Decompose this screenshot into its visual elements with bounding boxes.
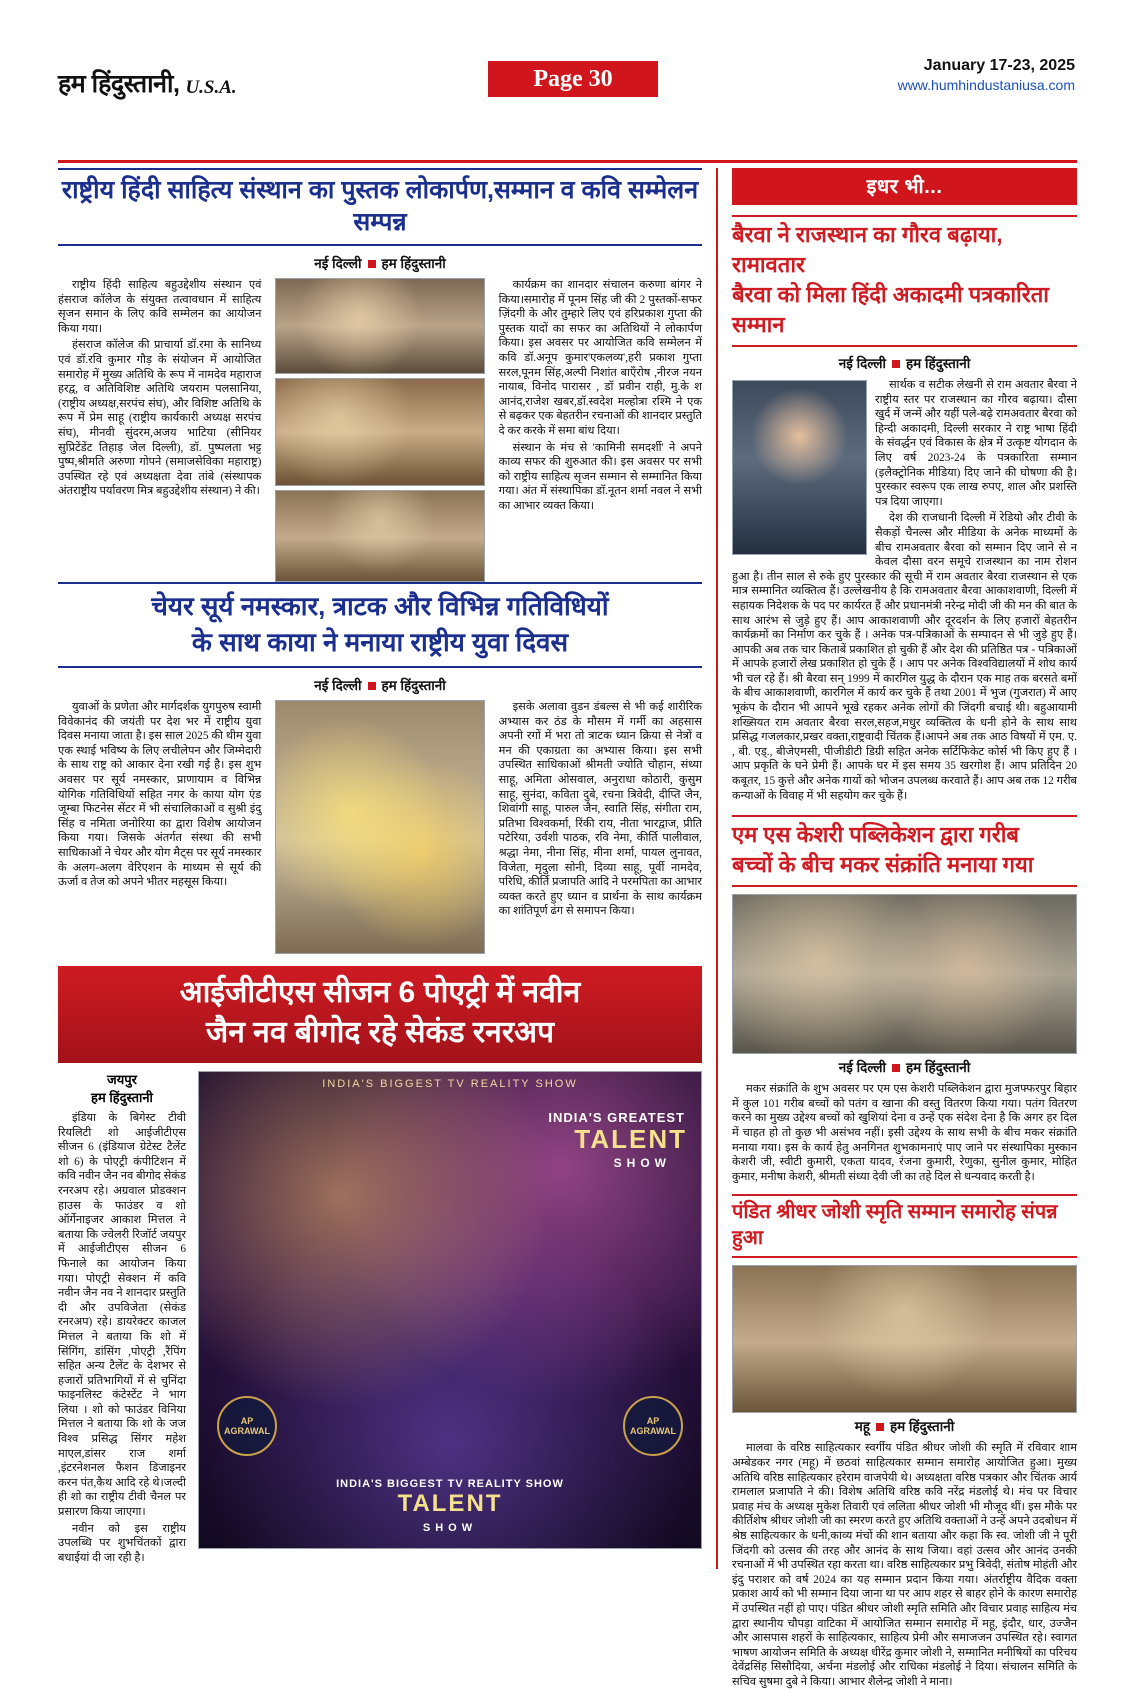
right-article1-p1: सार्थक व सटीक लेखनी से राम अवतार बैरवा ने राष्ट्रीय स्तर पर राजस्थान का गौरव बढ़ाया। दौसा खुर्द में जन्में और यहीं पले-बढ़े रामअवतार बैरवा को हिन्दी अकादमी, दिल्ली सरकार ने राष्ट्र भाषा हिंदी के संवर्द्धन एवं विकास के क्षेत्र में उत्कृष्ट योगदान के लिए वर्ष 2023-24 के पत्रकारिता सम्मान (इलैक्ट्रोनिक मीडिया) दिए जाने की घोषणा की है। पुरस्कार स्वरूप एक लाख रुपए, शाल और प्रशस्ति पत्र दिया जाएगा। <box>875 379 1077 508</box>
right-article1-p2: देश की राजधानी दिल्ली में रेडियो और टीवी के सैकड़ों चैनल्स और मीडिया के अनेक माध्यमों के बीच रामअवतार बैरवा को सम्मान दिए जाने से न केवल दौसा वरन समूचे राजस्थान का नाम रोशन हुआ है। तीन साल से रुके हुए पुरस्कार की सूची में राम अवतार बैरवा राजस्थान से एक मात्र सम्मानित व्यक्तित्व हैं। उल्लेखनीय है कि रामअवतार बैरवा आकाशवाणी, दिल्ली में सहायक निदेशक के पद पर कार्यरत हैं और प्रधानमंत्री नरेन्द्र मोदी जी की मन की बात के साथ आरंभ से जुड़े हुए हैं। आप आकाशवाणी और दूरदर्शन के लिए हजारों बेहतरीन कार्यक्रमों का निर्माण कर चुके हैं । अनेक पत्र-पत्रिकाओं के सम्पादन से भी जुड़े हुए हैं। आपकी अब तक चार किताबें प्रकाशित हो चुकी हैं और देश की प्रतिष्ठित पत्र - पत्रिकाओं में आपके हजारों लेख प्रकाशित हो चुके हैं । आप पर अनेक विश्वविद्यालयों में शोध कार्य भी चल रहे हैं। श्री बैरवा सन् 1999 में कारगिल युद्ध के दौरान एक माह तक बरसते बमों के बीच आकाशवाणी, कारगिल में कार्य कर चुके हैं तथा 2001 में भुज (गुजरात) में आए भूकंप के दौरान भी आपने भूखे रहकर अनेक लोगों की जिंदगी बचाई थी। बहुआयामी शख्सियत राम अवतार बैरवा सरल,सहज,मधुर व्यक्तित्व के धनी होने के साथ साथ प्रसिद्ध गजलकार,प्रखर वक्ता,राष्ट्रवादी चिंतक हैं।आपने अब तक आठ विषयों में एम. ए. , बी. एड्., बीजेएमसी, पीजीडीटी डिग्री सहित अनेक सर्टिफिकेट कोर्स भी किए हुए हैं । आप प्रकृति के घने प्रेमी हैं। आपके घर में इस समय 35 खरगोश हैं। आप प्रतिदिन 20 कबूतर, 15 कुत्ते और अनेक गायों को भोजन उपलब्ध करवाते हैं। आप अब तक 12 गरीब कन्याओं के विवाह में भी सहयोग कर चुके हैं। <box>732 512 1077 802</box>
article3-col1-p1: इंडिया के बिगेस्ट टीवी रियलिटी शो आईजीटीएस सीजन 6 (इंडियाज ग्रेटेस्ट टैलेंट शो 6) के पोएट्री कंपीटिशन में कवि नवीन जैन नव बीगोद सेकंड रनरअप रहे। अग्रवाल प्रोडक्शन हाउस के फाउंडर व शो ऑर्गेनाइजर आकाश मित्तल ने बताया कि ज्वेलरी रिजॉर्ट जयपुर में आईजीटीएस सीजन 6 फिनाले का आयोजन किया गया। पोएट्री सेक्शन में कवि नवीन जैन नव ने शानदार प्रस्तुति दी और उपविजेता (सेकंड रनरअप) रहे। डायरेक्टर काजल मित्तल ने बताया कि शो में सिंगिंग, डांसिंग ,पोएट्री ,रैंपिंग सहित अन्य टैलेंट के देशभर से हजारों प्रतिभागियों में से चुनिंदा फाइनलिस्ट कंटेस्टेंट ने भाग लिया । शो को फाउंडर विनिया मित्तल ने बताया कि शो के जज विश्व प्रसिद्ध सिंगर महेश माएल,डांसर राज शर्मा ,इंटरनेशनल फैशन डिजाइनर करन पंत,कैथ आदि रहे थे।जल्दी ही शो का राष्ट्रीय टीवी चैनल पर प्रसारण किया जाएगा। <box>58 1112 186 1519</box>
article3-headline-line2: जैन नव बीगोद रहे सेकंड रनरअप <box>205 1016 555 1049</box>
byline-city: नई दिल्ली <box>314 678 362 693</box>
article1-headline: राष्ट्रीय हिंदी साहित्य संस्थान का पुस्तक लोकार्पण,सम्मान व कवि सम्मेलन सम्पन्न <box>58 168 702 246</box>
article1-photo-middle <box>275 378 484 486</box>
article2-col1-p1: युवाओं के प्रणेता और मार्गदर्शक युगपुरुष स्वामी विवेकानंद की जयंती पर देश भर में राष्ट्रीय युवा दिवस मनाया जाता है। इस साल 2025 की थीम युवा एक स्थाई भविष्य के लिए लचीलेपन और जिम्मेदारी के साथ राष्ट्र को आकार देना रखी गई है। इस शुभ अवसर पर सूर्य नमस्कार, प्राणायाम व विभिन्न योगिक गतिविधियों सहित नगर के काया योग एंड जूम्बा फिटनेस सेंटर में भी संचालिकाओं व सुश्री इंदु सिंह व नमिता जनोरिया का द्वारा विशेष आयोजन किया गया। जिसके अंतर्गत संस्था की सभी साधिकाओं ने चेयर और योग मैट्स पर सूर्य नमस्कार के अलग-अलग वेरिएशन के माध्यम से सूर्य की ऊर्जा व तेज को अपने भीतर महसूस किया। <box>58 701 262 889</box>
byline-square-icon <box>892 1064 900 1072</box>
right-article2-body <box>732 1082 1077 1184</box>
article3-col1 <box>58 1111 186 1565</box>
article2-headline-line1: चेयर सूर्य नमस्कार, त्राटक और विभिन्न गतिविधियों <box>151 591 609 621</box>
section-label-idhar-bhi: इधर भी... <box>732 168 1077 205</box>
article3-photo-tv-show-stage <box>198 1071 702 1549</box>
article1-byline <box>58 254 702 272</box>
page-content <box>58 168 1077 1688</box>
masthead-rule <box>58 160 1077 163</box>
byline-square-icon <box>876 1423 884 1431</box>
article1-col1 <box>58 278 261 582</box>
article1-photos <box>275 278 484 582</box>
right-article2-headline-line1: एम एस केशरी पब्लिकेशन द्वारा गरीब <box>732 822 1019 848</box>
article3-headline <box>58 966 702 1063</box>
left-column <box>58 168 718 1569</box>
article-bairwa-award <box>732 215 1077 805</box>
article1-col2 <box>499 278 702 582</box>
masthead-logo-hindi: हम हिंदुस्तानी, <box>58 70 180 98</box>
masthead-meta <box>658 56 1077 102</box>
article1-photo-top <box>275 278 484 374</box>
article-makar-sankranti <box>732 815 1077 1184</box>
article2-photo-wrap <box>275 700 484 954</box>
right-article1-headline-line2: बैरवा को मिला हिंदी अकादमी पत्रकारिता सम्मान <box>732 282 1049 337</box>
issue-date: January 17-23, 2025 <box>923 57 1075 74</box>
article3-headline-line1: आईजीटीएस सीजन 6 पोएट्री में नवीन <box>179 976 581 1009</box>
photo-banner-top: INDIA'S BIGGEST TV REALITY SHOW <box>322 1078 578 1090</box>
right-article3-body <box>732 1441 1077 1689</box>
article1-col2-p2: संस्थान के मंच से 'कामिनी समदर्शी' ने अपने काव्य सफर की शुरुआत की। इस अवसर पर सभी को राष्ट्रीय साहित्य सृजन सम्मान से सम्मानित किया गया। अंत में संस्थापिका डॉ.नूतन शर्मा नवल ने सभी का आभार व्यक्त किया। <box>498 441 702 512</box>
masthead-logo <box>58 56 488 102</box>
newspaper-page <box>0 56 1135 1688</box>
byline-square-icon <box>368 682 376 690</box>
right-article3-byline <box>732 1417 1077 1435</box>
right-article1-body <box>732 378 1077 805</box>
right-column <box>718 168 1077 1688</box>
article3-col1-p2: नवीन को इस राष्ट्रीय उपलब्धि पर शुभचिंतकों द्वारा बधाईयां दी जा रही है। <box>58 1522 186 1564</box>
article2-photo-yoga-session <box>275 700 484 954</box>
article1-col1-p2: हंसराज कॉलेज की प्राचार्या डॉ.रमा के सानिध्य एवं डॉ.रवि कुमार गौड़ के संयोजन में आयोजित समारोह में मुख्य अतिथि के रूप में नामदेव महाराज हरद्व, व अतिविशिष्ट अतिथि जयराम पलसानिया, (राष्ट्रीय अध्यक्ष,सरपंच संघ), और विशिष्ट अतिथि के रूप में प्रेम साहू (राष्ट्रीय कार्यकारी अध्यक्ष सरपंच संघ), मीनवी सुंदरम,अजय भाटिया (सीनियर सुप्रिटेंडेंट तिहाड़ जेल दिल्ली), डॉ. पुष्पलता भट्ट पुष्प,श्रीमति अरुणा गोपने (समाजसेविका महाराष्ट्र) उपस्थित रहे एवं अध्यक्षता देवा तांबे (संस्थापक अंतराष्ट्रीय पर्यावरण मित्र बहुउद्देशीय संस्थान) ने की। <box>58 339 262 498</box>
byline-paper: हम हिंदुस्तानी <box>91 1090 153 1105</box>
photo-text-talent: TALENT <box>574 1124 687 1154</box>
article2-headline <box>58 582 702 668</box>
page-number-badge: Page 30 <box>488 61 658 97</box>
right-article2-photo-group <box>732 894 1077 1054</box>
byline-city: जयपुर <box>107 1072 137 1087</box>
right-article1-photo-portrait <box>732 380 867 555</box>
byline-city: नई दिल्ली <box>314 256 362 271</box>
article2-byline <box>58 676 702 694</box>
byline-paper: हम हिंदुस्तानी <box>906 356 971 371</box>
byline-square-icon <box>368 260 376 268</box>
right-article1-headline-line1: बैरवा ने राजस्थान का गौरव बढ़ाया, रामावतार <box>732 222 1003 277</box>
article1-col1-p1: राष्ट्रीय हिंदी साहित्य बहुउद्देशीय संस्थान एवं हंसराज कॉलेज के संयुक्त तत्वावधान में साहित्य सृजन समान के लिए कवि सम्मेलन का आयोजन किया गया। <box>58 279 262 335</box>
article1-col2-p1: कार्यक्रम का शानदार संचालन करुणा बांगर ने किया।समारोह में पूनम सिंह जी की 2 पुस्तकों-सफर ज़िंदगी के और तुम्हारे लिए एवं हरिप्रकाश गुप्ता की पुस्तक यादों का सफर का अतिथियों ने लोकार्पण किया। इस अवसर पर आयोजित कवि सम्मेलन में कवि डॉ.अनूप कुमार'एकलव्य',हरी प्रकाश गुप्ता सरल,पूनम सिंह,अल्पी निशांत बाएँरोष ,नीरज नयन नायाब, विनोद पारासर , डॉ प्रवीन राही, मु.के श आनंद,राजेश खबर,डॉ.स्वदेश मल्होत्रा रश्मि ने एक से बढ़कर एक बेहतरीन रचनाओं की शानदार प्रस्तुति दे कर करके में समा बांध दिया। <box>498 279 702 437</box>
byline-city: नई दिल्ली <box>838 356 886 371</box>
photo-banner-bottom: INDIA'S BIGGEST TV REALITY SHOW <box>336 1478 564 1490</box>
photo-text-show: SHOW <box>613 1156 671 1170</box>
photo-text-talent-bottom: TALENT <box>397 1490 503 1517</box>
byline-paper: हम हिंदुस्तानी <box>889 1419 955 1435</box>
article3-byline <box>58 1071 186 1107</box>
article-hindi-sahitya-sansthan <box>58 168 702 582</box>
article3-text-col <box>58 1071 186 1567</box>
photo-text-greatest: INDIA'S GREATEST <box>548 1110 685 1125</box>
byline-square-icon <box>892 360 900 368</box>
byline-paper: हम हिंदुस्तानी <box>381 678 446 693</box>
photo-text-show-bottom: SHOW <box>422 1522 478 1534</box>
right-article1-headline <box>732 215 1077 347</box>
article2-col2-p1: इसके अलावा वुडन डंबल्स से भी कई शारीरिक अभ्यास कर ठंड के मौसम में गर्मी का अहसास अपनी रगों में भरा तो त्राटक ध्यान क्रिया से नेत्रों व मन की एकाग्रता का अभ्यास किया। इस सभी उपस्थित साधिकाओं श्रीमती ज्योति चौहान, संध्या साहू, अमिता ओसवाल, अनुराधा कोठारी, कुसुम साहू, सुनंदा, कविता दुबे, रचना त्रिवेदी, दीप्ति जैन, शिवांगी साहू, पारुल जैन, स्वाति सिंह, संगीता राम, प्रतिभा विश्वकर्मा, रिंकी राय, नीता भारद्वाज, प्रीति पटेरिया, उर्वशी पाठक, रवि नेमा, कीर्ति पालीवाल, श्रद्धा नेमा, नीना सिंह, मीना शर्मा, पायल लुनावत, विजेता, मृदुला सोनी, दिव्या साहू, पूर्वी नामदेव, परिधि, कीर्ति प्रजापति आदि ने परमपिता का आभार व्यक्त करते हुए ध्यान व प्रार्थना के साथ कार्यक्रम का शांतिपूर्ण ढंग से समापन किया। <box>498 701 702 918</box>
right-article3-headline: पंडित श्रीधर जोशी स्मृति सम्मान समारोह संपन्न हुआ <box>732 1194 1077 1258</box>
byline-paper: हम हिंदुस्तानी <box>906 1060 971 1076</box>
right-article2-headline-line2: बच्चों के बीच मकर संक्रांति मनाया गया <box>732 852 1034 878</box>
article-igts-poetry <box>58 966 702 1567</box>
masthead <box>58 56 1077 102</box>
right-article2-byline <box>732 1058 1077 1076</box>
article3-body <box>58 1071 702 1567</box>
article-chair-surya-namaskar <box>58 582 702 954</box>
photo-logo-agrawal-left: AP AGRAWAL <box>217 1396 277 1456</box>
right-article3-photo-ceremony <box>732 1265 1077 1413</box>
photo-logo-agrawal-right: AP AGRAWAL <box>623 1396 683 1456</box>
article2-headline-line2: के साथ काया ने मनाया राष्ट्रीय युवा दिवस <box>191 627 569 657</box>
byline-city: नई दिल्ली <box>838 1060 886 1076</box>
article1-photo-bottom <box>275 490 484 582</box>
article3-photo-wrap <box>198 1071 702 1567</box>
right-article3-p1: मालवा के वरिष्ठ साहित्यकार स्वर्गीय पंडित श्रीधर जोशी की स्मृति में रविवार शाम अम्बेडकर नगर (महू) में छठवां साहित्यकार सम्मान समारोह आयोजित हुआ। मुख्य अतिथि वरिष्ठ साहित्यकार हरेराम वाजपेयी थे। अध्यक्षता वरिष्ठ पत्रकार और चिंतक आर्य रामलाल प्रजापति ने की। विशेष अतिथि वरिष्ठ कवि नरेंद्र मंडलोई थे। मंच पर विचार प्रवाह मंच के अध्यक्ष मुकेश तिवारी एवं ललिता श्रीधर जोशी भी मौजूद थीं। इस मौके पर कीर्तिशेष श्रीधर जोशी जी का स्मरण करते हुए अतिथि वक्ताओं ने उन्हें अपने उदबोधन में श्रेष्ठ साहित्यकार के धनी,काव्य मंचों की शान बताया और कहा कि स्व. जोशी जी ने पूरी जिंदगी को उत्सव की तरह और आनंद के साथ जिया। वहां उत्सव और आनंद उनकी रचनाओं में भी उपस्थित रहा करता था। वरिष्ठ साहित्यकार प्रभु त्रिवेदी, संतोष मोहंती और इंदु पराशर को वर्ष 2024 का यह सम्मान प्रदान किया गया। अंतर्राष्ट्रीय वैदिक वक्ता प्रकाश आर्य को भी सम्मान दिया जाना था पर आप शहर से बाहर होने के कारण समारोह में उपस्थित नहीं हो पाए। पंडित श्रीधर जोशी स्मृति समिति और विचार प्रवाह साहित्य मंच द्वारा स्थानीय चौपड़ा वाटिका में आयोजित सम्मान समारोह में महू, इंदौर, धार, उज्जैन और आसपास शहरों के साहित्यकार, साहित्य प्रेमी और समाजजन उपस्थित रहे। स्वागत भाषण आयोजन समिति के अध्यक्ष धीरेंद्र कुमार जोशी ने, सम्मानित मनीषियों का परिचय देवेंद्रसिंह सिसौदिया, अर्चना मंडलोई और राधिका मंडलोई ने दिया। संचालन समिति के सचिव सुषमा दुबे ने किया। आभार शैलेन्द्र जोशी ने माना। <box>732 1442 1077 1688</box>
article2-col2 <box>499 700 702 954</box>
right-article1-byline <box>732 354 1077 372</box>
right-article2-headline <box>732 815 1077 887</box>
article2-col1 <box>58 700 261 954</box>
right-article2-p1: मकर संक्रांति के शुभ अवसर पर एम एस केशरी पब्लिकेशन द्वारा मुजफ्फरपुर बिहार में कुल 101 गरीब बच्चों को पतंग व खाना की वस्तु वितरण किया गया। पतंग वितरण करने का मुख्य उद्देश्य बच्चों को खुशियां देना व उन्हें एक संदेश देना है कि अगर हर दिल में चाहत हो तो कुछ भी असंभव नहीं। इसी उद्देश्य के साथ सभी के बीच मकर संक्रांति मनाया गया। इस के कार्य हेतु अनगिनत शुभकामनाएं पाए जाने पर संस्थापिका मुस्कान केशरी जी, स्वीटी कुमारी, एकता यादव, रंजना कुमारी, रेणुका, सुनील कुमार, मोहित कुमार, मनीषा केशरी, श्रीमती संध्या देवी जी का तहे दिल से धन्यवाद करती है। <box>732 1083 1077 1183</box>
byline-paper: हम हिंदुस्तानी <box>381 256 446 271</box>
website-url[interactable]: www.humhindustaniusa.com <box>897 77 1075 93</box>
article-shridhar-joshi-samman <box>732 1194 1077 1689</box>
article1-body <box>58 278 702 582</box>
byline-city: महू <box>854 1419 870 1435</box>
article2-body <box>58 700 702 954</box>
masthead-logo-usa: U.S.A. <box>185 77 237 98</box>
